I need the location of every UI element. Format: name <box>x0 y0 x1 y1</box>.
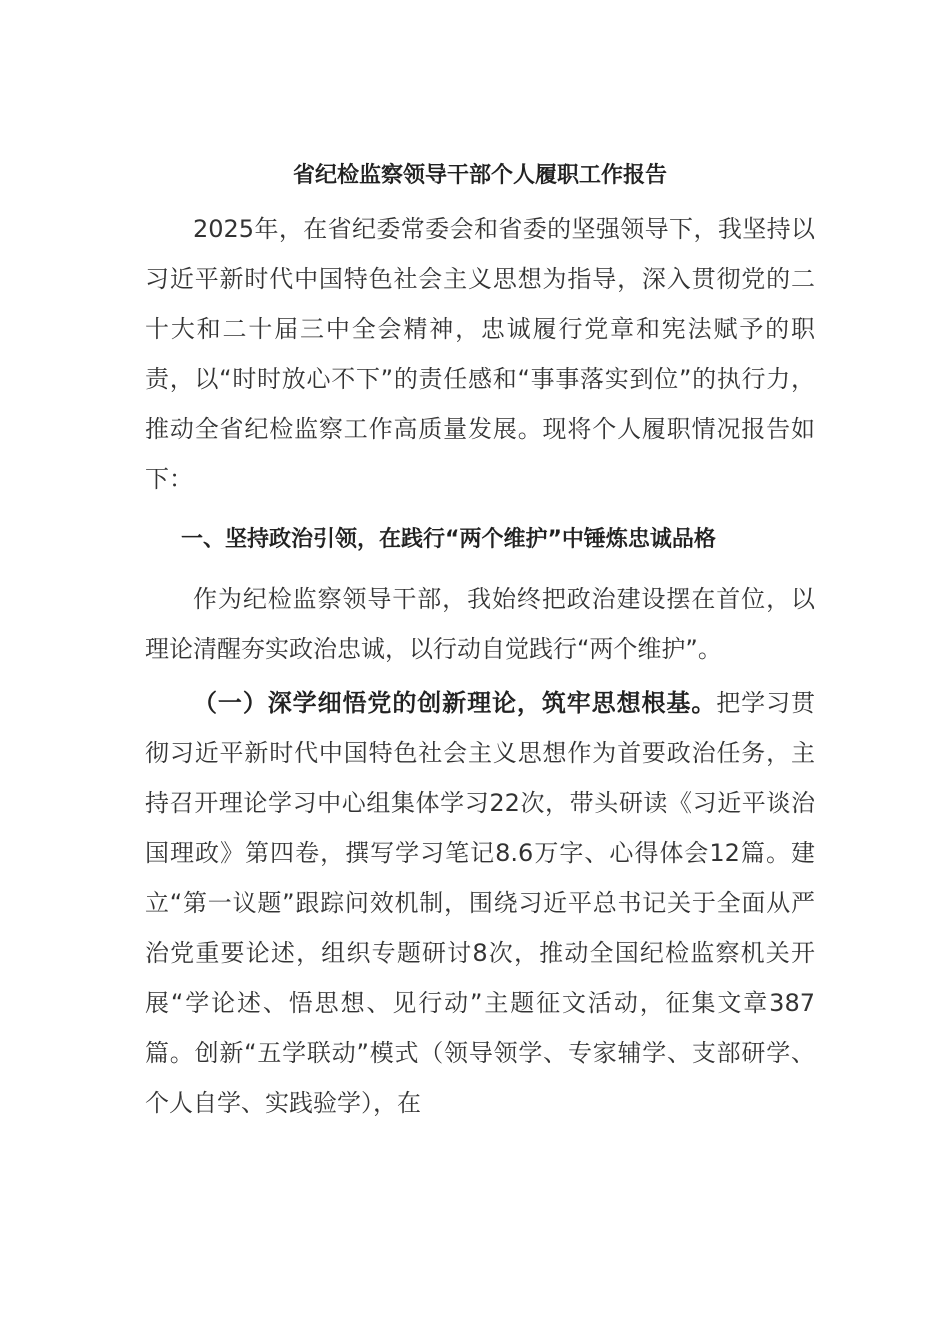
section-1-heading: 一、坚持政治引领，在践行“两个维护”中锤炼忠诚品格 <box>181 527 716 552</box>
subsection-1-text: 把学习贯彻习近平新时代中国特色社会主义思想作为首要政治任务，主持召开理论学习中心组集体学习22次，带头研读《习近平谈治国理政》第四卷，撰写学习笔记8.6万字、心得体会12篇。建立“第一议题”跟踪问效机制，围绕习近平总书记关于全面从严治党重要论述，组织专题研讨8次，推动全国纪检监察机关开展“学论述、悟思想、见行动”主题征文活动，征集文章387篇。创新“五学联动”模式（领导领学、专家辅学、支部研学、个人自学、实践验学），在 <box>145 689 815 1117</box>
subsection-1-lead: （一）深学细悟党的创新理论，筑牢思想根基。 <box>193 689 717 717</box>
section-1-paragraph: 作为纪检监察领导干部，我始终把政治建设摆在首位，以理论清醒夯实政治忠诚，以行动自觉践行“两个维护”。 <box>145 585 815 663</box>
document-body <box>145 156 815 1128</box>
intro-paragraph: 2025年，在省纪委常委会和省委的坚强领导下，我坚持以习近平新时代中国特色社会主义思想为指导，深入贯彻党的二十大和二十届三中全会精神，忠诚履行党章和宪法赋予的职责，以“时时放心不下”的责任感和“事事落实到位”的执行力，推动全省纪检监察工作高质量发展。现将个人履职情况报告如下： <box>145 215 815 493</box>
document-title: 省纪检监察领导干部个人履职工作报告 <box>292 163 667 188</box>
subsection-1-paragraph <box>145 678 815 1128</box>
